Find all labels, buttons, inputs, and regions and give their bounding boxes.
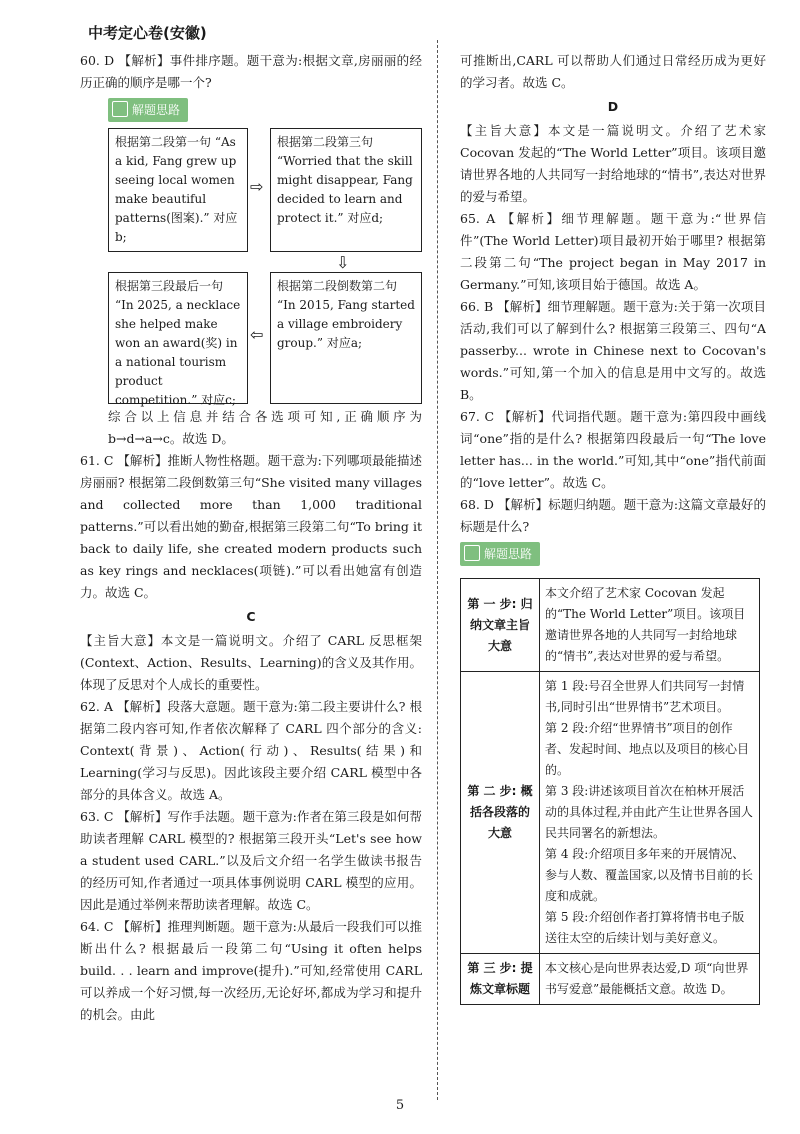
flow-box-4: 根据第二段倒数第二句 “In 2015, Fang started a village embroidery group.” 对应a; <box>270 272 422 404</box>
answer-64-continued: 可推断出,CARL 可以帮助人们通过日常经历成为更好的学习者。故选 C。 <box>460 53 766 90</box>
step-2-para-1: 第 1 段:号召全世界人们共同写一封情书,同时引出“世界情书”艺术项目。 <box>545 679 745 714</box>
left-column <box>80 50 422 1026</box>
answer-60: 60. D 【解析】事件排序题。题干意为:根据文章,房丽丽的经历正确的顺序是哪一个? <box>80 53 422 90</box>
column-divider <box>437 40 438 1100</box>
answer-66: 66. B 【解析】细节理解题。题干意为:关于第一次项目活动,我们可以了解到什么? 根据第三段第三、四句“A passerby... wrote in Chinese next to Cocovan's words.”可知,第一个加入的信息是用中文写的。故选 B。 <box>460 299 766 402</box>
step-3-text: 本文核心是向世界表达爱,D 项“向世界书写爱意”最能概括文意。故选 D。 <box>540 954 760 1005</box>
answer-62: 62. A 【解析】段落大意题。题干意为:第二段主要讲什么? 根据第二段内容可知,作者依次解释了 CARL 四个部分的含义: Context(背景)、Action(行动)、Results(结果)和 Learning(学习与反思)。因此该段主要介绍 CARL 模型中各部分的具体含义。故选 A。 <box>80 699 422 802</box>
answer-63: 63. C 【解析】写作手法题。题干意为:作者在第三段是如何帮助读者理解 CARL 模型的? 根据第三段开头“Let's see how a student used CARL.”以及后文介绍一名学生做读书报告的经历可知,作者通过一项具体事例说明 CARL 模型的应用。因此是通过举例来帮助读者理解。故选 C。 <box>80 809 422 912</box>
answer-60-conclusion: 综合以上信息并结合各选项可知,正确顺序为 b→d→a→c。故选 D。 <box>108 409 422 446</box>
answer-61: 61. C 【解析】推断人物性格题。题干意为:下列哪项最能描述房丽丽? 根据第二段倒数第三句“She visited many villages and collected more than 1,000 traditional patterns.”可以看出她的勤奋,根据第三段第二句“To bring it back to daily life, she created modern products such as key rings and necklaces(项链).”可以看出她富有创造力。故选 C。 <box>80 453 422 600</box>
answer-64: 64. C 【解析】推理判断题。题干意为:从最后一段我们可以推断出什么? 根据最后一段第二句“Using it often helps build. . . learn and improve(提升).”可知,经常使用 CARL 可以养成一个好习惯,每一次经历,无论好坏,都成为学习和提升的机会。由此 <box>80 919 422 1022</box>
step-2-content <box>540 672 760 954</box>
page-header: 中考定心卷(安徽) <box>88 24 207 42</box>
arrow-left-icon: ⇦ <box>250 325 264 344</box>
arrow-right-icon: ⇨ <box>250 177 264 196</box>
step-2-para-2: 第 2 段:介绍“世界情书”项目的创作者、发起时间、地点以及项目的核心目的。 <box>545 721 750 777</box>
right-column <box>460 50 766 1005</box>
section-c-title: C <box>246 609 256 624</box>
page-number: 5 <box>395 1098 405 1113</box>
pencil-note-icon <box>112 101 128 117</box>
solution-idea-badge: 解题思路 <box>108 98 188 122</box>
main-idea-c: 【主旨大意】本文是一篇说明文。介绍了 CARL 反思框架(Context、Action、Results、Learning)的含义及其作用。体现了反思对个人成长的重要性。 <box>80 633 422 692</box>
solution-idea-badge-2: 解题思路 <box>460 542 540 566</box>
flow-box-3: 根据第三段最后一句 “In 2025, a necklace she helped make won an award(奖) in a national tourism product competition.” 对应c; <box>108 272 248 404</box>
flow-box-2: 根据第二段第三句 “Worried that the skill might disappear, Fang decided to learn and protect it.” 对应d; <box>270 128 422 252</box>
flow-box-1: 根据第二段第一句 “As a kid, Fang grew up seeing local women make beautiful patterns(图案).” 对应b; <box>108 128 248 252</box>
answer-68: 68. D 【解析】标题归纳题。题干意为:这篇文章最好的标题是什么? <box>460 497 766 534</box>
step-2-para-5: 第 5 段:介绍创作者打算将情书电子版送往太空的后续计划与美好意义。 <box>545 910 745 945</box>
main-idea-d: 【主旨大意】本文是一篇说明文。介绍了艺术家 Cocovan 发起的“The World Letter”项目。该项目邀请世界各地的人共同写一封给地球的“情书”,表达对世界的爱与希望。 <box>460 123 766 204</box>
answer-65: 65. A 【解析】细节理解题。题干意为:“世界信件”(The World Letter)项目最初开始于哪里? 根据第二段第二句“The project began in May 2017 in Germany.”可知,该项目始于德国。故选 A。 <box>460 211 766 292</box>
steps-table <box>460 578 760 1005</box>
flow-diagram <box>108 128 422 407</box>
pencil-note-icon <box>464 545 480 561</box>
arrow-down-icon: ⇩ <box>336 253 350 272</box>
answer-67: 67. C 【解析】代词指代题。题干意为:第四段中画线词“one”指的是什么? 根据第四段最后一句“The love letter has... in the world.”可知,其中“one”指代前面的“love letter”。故选 C。 <box>460 409 766 490</box>
step-1-label: 第 一 步: 归纳文章主旨大意 <box>461 579 540 672</box>
step-1-text: 本文介绍了艺术家 Cocovan 发起的“The World Letter”项目。该项目邀请世界各地的人共同写一封给地球的“情书”,表达对世界的爱与希望。 <box>540 579 760 672</box>
step-3-label: 第 三 步: 提炼文章标题 <box>461 954 540 1005</box>
step-2-label: 第 二 步: 概括各段落的大意 <box>461 672 540 954</box>
step-2-para-3: 第 3 段:讲述该项目首次在柏林开展活动的具体过程,并由此产生让世界各国人民共同署名的新想法。 <box>545 784 753 840</box>
section-d-title: D <box>607 99 619 114</box>
step-2-para-4: 第 4 段:介绍项目多年来的开展情况、参与人数、覆盖国家,以及情书目前的长度和成就。 <box>545 847 753 903</box>
